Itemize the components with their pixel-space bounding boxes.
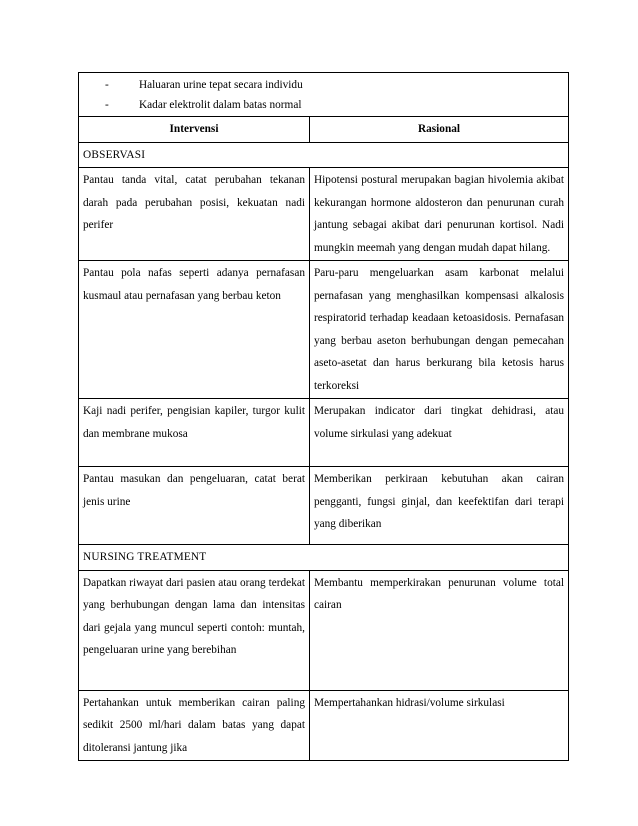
header-intervensi: Intervensi	[79, 117, 310, 143]
rasional-cell: Membantu memperkirakan penurunan volume total cairan	[310, 570, 569, 690]
criteria-text: Haluaran urine tepat secara individu	[139, 79, 303, 91]
table-row	[79, 261, 569, 399]
dash-bullet: -	[105, 98, 109, 111]
section-row	[79, 142, 569, 168]
table-header-row	[79, 117, 569, 143]
rasional-cell: Mempertahankan hidrasi/volume sirkulasi	[310, 690, 569, 761]
section-title-nursing-treatment: NURSING TREATMENT	[79, 545, 569, 571]
intervensi-cell: Pantau pola nafas seperti adanya pernafasan kusmaul atau pernafasan yang berbau keton	[79, 261, 310, 399]
criteria-text: Kadar elektrolit dalam batas normal	[139, 98, 302, 111]
table-row	[79, 399, 569, 467]
rasional-cell: Merupakan indicator dari tingkat dehidrasi, atau volume sirkulasi yang adekuat	[310, 399, 569, 467]
criteria-item	[83, 76, 564, 96]
rasional-cell: Memberikan perkiraan kebutuhan akan cairan pengganti, fungsi ginjal, dan keefektifan dari terapi yang diberikan	[310, 467, 569, 545]
table-row	[79, 690, 569, 761]
intervensi-cell: Pantau masukan dan pengeluaran, catat berat jenis urine	[79, 467, 310, 545]
intervensi-cell: Pantau tanda vital, catat perubahan tekanan darah pada perubahan posisi, kekuatan nadi perifer	[79, 168, 310, 261]
table-row	[79, 168, 569, 261]
dash-bullet: -	[105, 79, 109, 91]
care-plan-table	[78, 72, 569, 761]
table-row	[79, 570, 569, 690]
header-rasional: Rasional	[310, 117, 569, 143]
table-row	[79, 467, 569, 545]
intervensi-cell: Pertahankan untuk memberikan cairan paling sedikit 2500 ml/hari dalam batas yang dapat ditoleransi jantung jika	[79, 690, 310, 761]
criteria-item	[83, 96, 564, 116]
outcome-criteria-list	[83, 74, 564, 115]
section-title-observasi: OBSERVASI	[79, 142, 569, 168]
intervensi-cell: Kaji nadi perifer, pengisian kapiler, turgor kulit dan membrane mukosa	[79, 399, 310, 467]
outcome-criteria-row	[79, 73, 569, 117]
intervensi-cell: Dapatkan riwayat dari pasien atau orang terdekat yang berhubungan dengan lama dan intensitas dari gejala yang muncul seperti contoh: muntah, pengeluaran urine yang berebihan	[79, 570, 310, 690]
rasional-cell: Hipotensi postural merupakan bagian hivolemia akibat kekurangan hormone aldosteron dan penurunan curah jantung sebagai akibat dari penurunan kortisol. Nadi mungkin meemah yang dengan mudah dapat hilang.	[310, 168, 569, 261]
rasional-cell: Paru-paru mengeluarkan asam karbonat melalui pernafasan yang menghasilkan kompensasi alkalosis respiratorid terhadap keadaan ketoasidosis. Pernafasan yang berbau aseton berhubungan dengan pemecahan aseto-asetat dan harus berkurang bila ketosis harus terkoreksi	[310, 261, 569, 399]
section-row	[79, 545, 569, 571]
outcome-criteria-cell	[79, 73, 569, 117]
